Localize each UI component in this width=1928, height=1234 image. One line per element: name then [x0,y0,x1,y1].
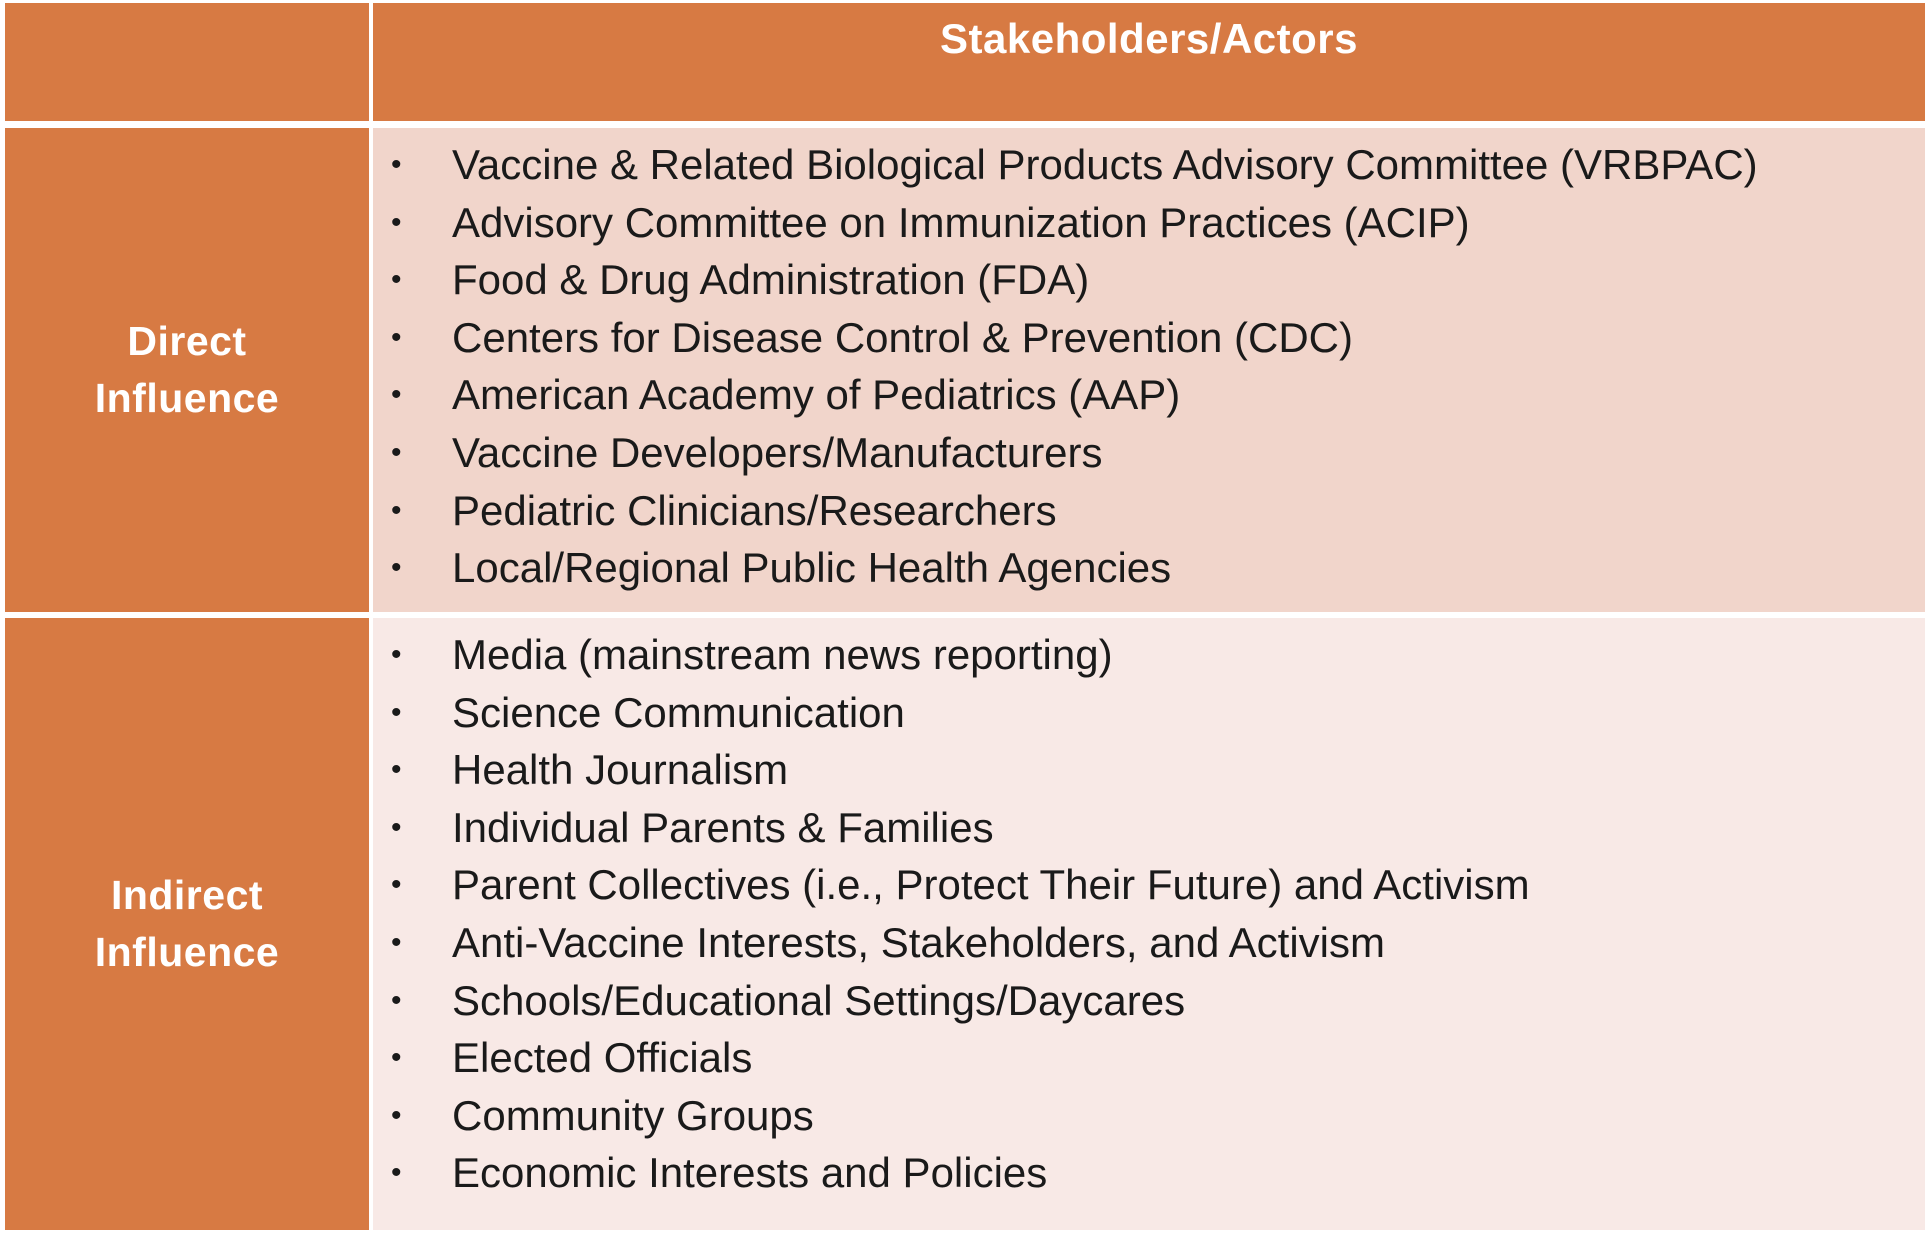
list-item [373,194,1925,252]
list-item [373,1144,1925,1202]
list-item-text: Media (mainstream news reporting) [452,631,1113,678]
bullet-icon: • [391,925,402,959]
list-item-text: Parent Collectives (i.e., Protect Their Future) and Activism [452,861,1530,909]
bullet-icon: • [391,753,402,787]
bullet-icon: • [391,810,402,844]
list-item-text: Anti-Vaccine Interests, Stakeholders, and Activism [452,918,1385,966]
list-item-text: Vaccine Developers/Manufacturers [452,428,1103,476]
list-item-text: American Academy of Pediatrics (AAP) [452,371,1181,419]
list-item [373,482,1925,540]
list-item-text: Economic Interests and Policies [452,1149,1048,1197]
bullet-icon: • [391,320,402,354]
list-item-text: Food & Drug Administration (FDA) [452,256,1090,304]
row-label-line: Influence [94,929,280,975]
list-item [373,309,1925,367]
list-item-text: Centers for Disease Control & Prevention (CDC) [452,313,1353,361]
list-item [373,539,1925,597]
table-header-title: Stakeholders/Actors [940,15,1358,62]
list-item [373,741,1925,799]
list-item [373,799,1925,857]
header-corner-cell [5,3,369,121]
direct-influence-list-cell [373,128,1925,612]
list-item [373,251,1925,309]
direct-influence-list [373,136,1925,597]
list-item [373,1087,1925,1145]
list-item [373,136,1925,194]
bullet-icon: • [391,868,402,902]
bullet-icon: • [391,983,402,1017]
bullet-icon: • [391,263,402,297]
row-label-line: Direct [127,318,247,364]
bullet-icon: • [391,551,402,585]
list-item [373,684,1925,742]
list-item [373,914,1925,972]
list-item [373,424,1925,482]
list-item-text: Vaccine & Related Biological Products Advisory Committee (VRBPAC) [452,141,1758,188]
bullet-icon: • [391,1041,402,1075]
row-label-line: Indirect [110,872,264,918]
list-item [373,856,1925,914]
bullet-icon: • [391,695,402,729]
row-label-line: Influence [94,375,280,421]
indirect-influence-list-cell [373,618,1925,1230]
list-item [373,626,1925,684]
list-item-text: Science Communication [452,688,905,736]
list-item-text: Health Journalism [452,746,789,794]
header-cell [373,3,1925,121]
list-item-text: Pediatric Clinicians/Researchers [452,486,1057,534]
list-item-text: Local/Regional Public Health Agencies [452,544,1172,592]
list-item [373,1029,1925,1087]
list-item-text: Elected Officials [452,1034,753,1082]
bullet-icon: • [391,638,402,671]
bullet-icon: • [391,435,402,469]
row-label-direct-influence [5,128,369,612]
bullet-icon: • [391,493,402,527]
bullet-icon: • [391,1098,402,1132]
bullet-icon: • [391,1156,402,1190]
row-label-indirect-influence [5,618,369,1230]
list-item-text: Individual Parents & Families [452,803,994,851]
list-item-text: Community Groups [452,1091,814,1139]
bullet-icon: • [391,378,402,412]
list-item [373,972,1925,1030]
list-item-text: Advisory Committee on Immunization Practices (ACIP) [452,198,1470,246]
bullet-icon: • [391,148,402,181]
bullet-icon: • [391,205,402,239]
list-item-text: Schools/Educational Settings/Daycares [452,976,1186,1024]
indirect-influence-list [373,626,1925,1202]
list-item [373,366,1925,424]
